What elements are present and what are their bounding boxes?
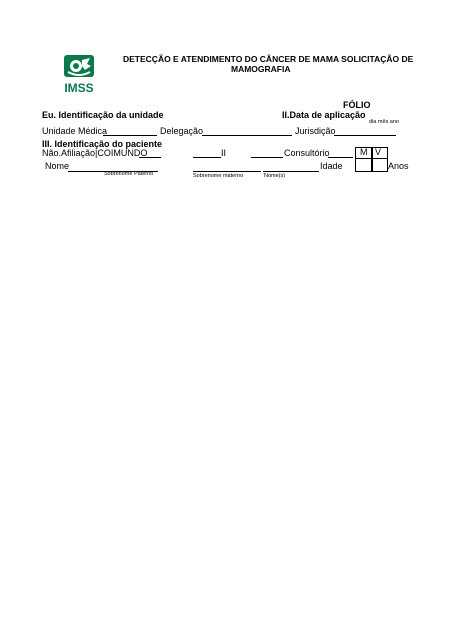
sex-m-label: M [360, 147, 368, 157]
affiliation-field[interactable] [139, 157, 161, 158]
years-label: Anos [388, 161, 409, 171]
form-title-line2: MAMOGRAFIA [231, 64, 291, 74]
logo-text: IMSS [64, 81, 94, 95]
unit-label: Unidade Médica [42, 126, 108, 136]
folio-label: FÓLIO [343, 100, 371, 110]
separator-label: II [221, 148, 227, 158]
sub-maternal-label: Sobrenome materno [193, 173, 244, 179]
consult-prefix-field[interactable] [251, 157, 283, 158]
date-sub-label: dia mês ano [369, 119, 399, 125]
name-label: Nome [45, 161, 70, 171]
unit-field[interactable] [103, 135, 157, 136]
section2-title: II.Data de aplicação [282, 110, 366, 120]
jurisdiction-label: Jurisdição [295, 126, 336, 136]
imss-eagle-icon [60, 54, 98, 96]
office-field[interactable] [328, 157, 353, 158]
sub-paternal-label: Sobrenome Paterno [104, 171, 154, 177]
affiliation-label: Não.Afiliação|COIMUNDO [42, 148, 148, 158]
sub-names-label: Nome(s) [264, 173, 286, 179]
delegation-label: Delegação [160, 126, 204, 136]
section3-title: III. Identificação do paciente [42, 139, 163, 149]
age-box-2[interactable] [371, 158, 388, 172]
section1-title: Eu. Identificação da unidade [42, 110, 164, 120]
imss-logo [60, 54, 98, 96]
given-names-field[interactable] [263, 171, 319, 172]
affiliation-field-2[interactable] [193, 157, 221, 158]
sex-v-label: V [375, 147, 382, 157]
age-label: Idade [320, 161, 343, 171]
form-title-line1: DETECÇÃO E ATENDIMENTO DO CÂNCER DE MAMA SOLICITAÇÃO DE [123, 54, 414, 64]
jurisdiction-field[interactable] [334, 135, 396, 136]
maternal-surname-field[interactable] [193, 171, 261, 172]
delegation-field[interactable] [202, 135, 292, 136]
office-label: Consultório [284, 148, 330, 158]
